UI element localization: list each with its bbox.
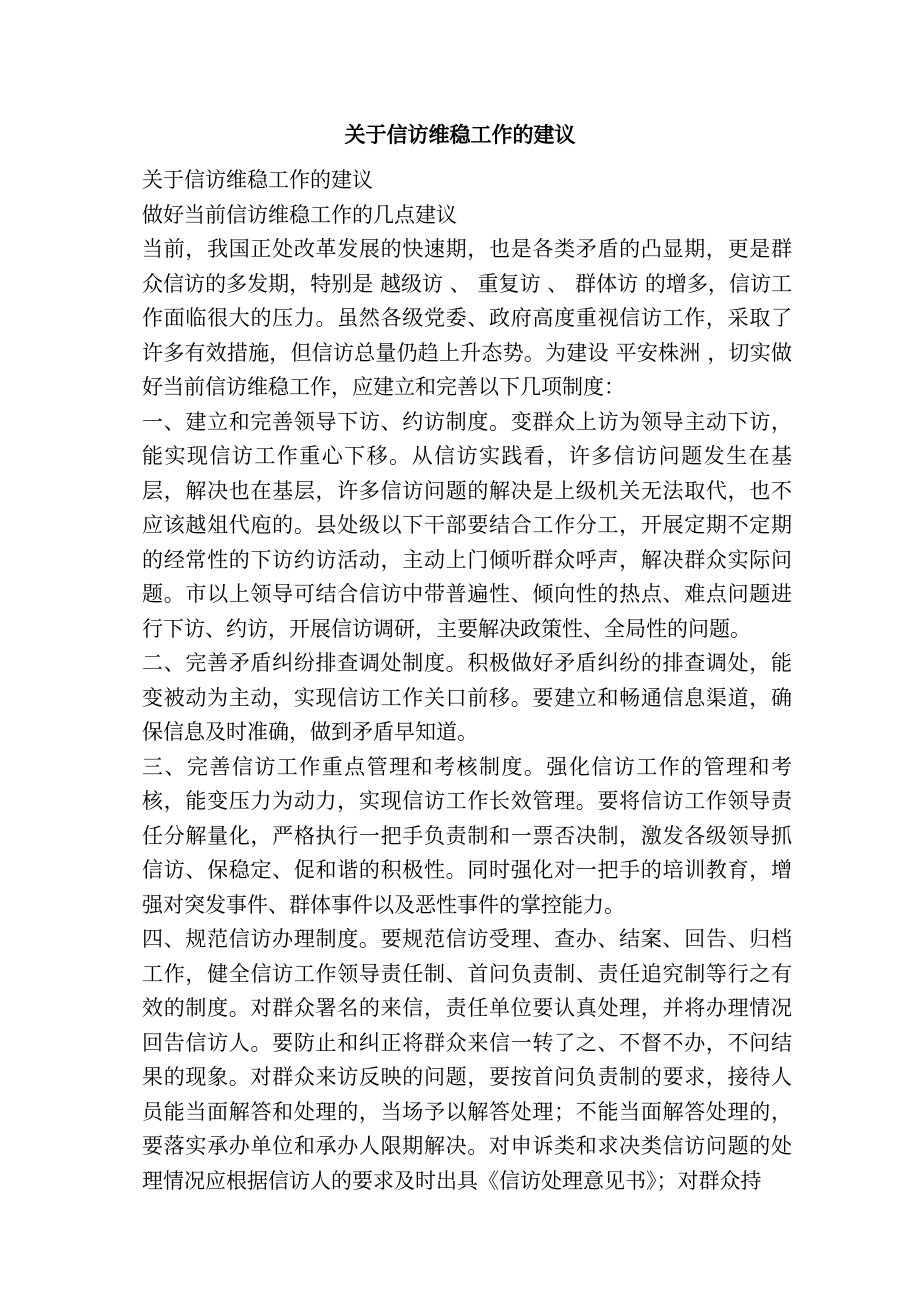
paragraph-heading-repeat: 关于信访维稳工作的建议 [142,168,373,192]
paragraph-point-3: 三、完善信访工作重点管理和考核制度。强化信访工作的管理和考核，能变压力为动力，实现信访工作长效管理。要将信访工作领导责任分解量化，严格执行一把手负责制和一票否决制，激发各级领导抓信访、保稳定、促和谐的积极性。同时强化对一把手的培训教育，增强对突发事件、群体事件以及恶性事件的掌控能力。 [142,754,792,917]
paragraph-subtitle: 做好当前信访维稳工作的几点建议 [142,202,457,227]
paragraph-point-1: 一、建立和完善领导下访、约访制度。变群众上访为领导主动下访，能实现信访工作重心下移。从信访实践看，许多信访问题发生在基层，解决也在基层，许多信访问题的解决是上级机关无法取代，也不应该越俎代庖的。县处级以下干部要结合工作分工，开展定期不定期的经常性的下访约访活动，主动上门倾听群众呼声，解决群众实际问题。市以上领导可结合信访中带普遍性、倾向性的热点、难点问题进行下访、约访，开展信访调研，主要解决政策性、全局性的问题。 [142,409,792,641]
paragraph-point-4: 四、规范信访办理制度。要规范信访受理、查办、结案、回告、归档工作，健全信访工作领导责任制、首问负责制、责任追究制等行之有效的制度。对群众署名的来信，责任单位要认真处理，并将办理情况回告信访人。要防止和纠正将群众来信一转了之、不督不办，不问结果的现象。对群众来访反映的问题，要按首问负责制的要求，接待人员能当面解答和处理的，当场予以解答处理；不能当面解答处理的，要落实承办单位和承办人限期解决。对申诉类和求决类信访问题的处理情况应根据信访人的要求及时出具《信访处理意见书》；对群众持 [142,927,792,1193]
paragraph-intro: 当前，我国正处改革发展的快速期，也是各类矛盾的凸显期，更是群众信访的多发期，特别是 越级访 、 重复访 、 群体访 的增多，信访工作面临很大的压力。虽然各级党委、政府高度重视信访工作，采取了许多有效措施，但信访总量仍趋上升态势。为建设 平安株洲 ，切实做好当前信访维稳工作，应建立和完善以下几项制度： [142,237,792,399]
paragraph-point-2: 二、完善矛盾纠纷排查调处制度。积极做好矛盾纠纷的排查调处，能变被动为主动，实现信访工作关口前移。要建立和畅通信息渠道，确保信息及时准确，做到矛盾早知道。 [142,651,792,744]
document-title: 关于信访维稳工作的建议 [344,122,576,147]
document-body [142,163,792,1198]
